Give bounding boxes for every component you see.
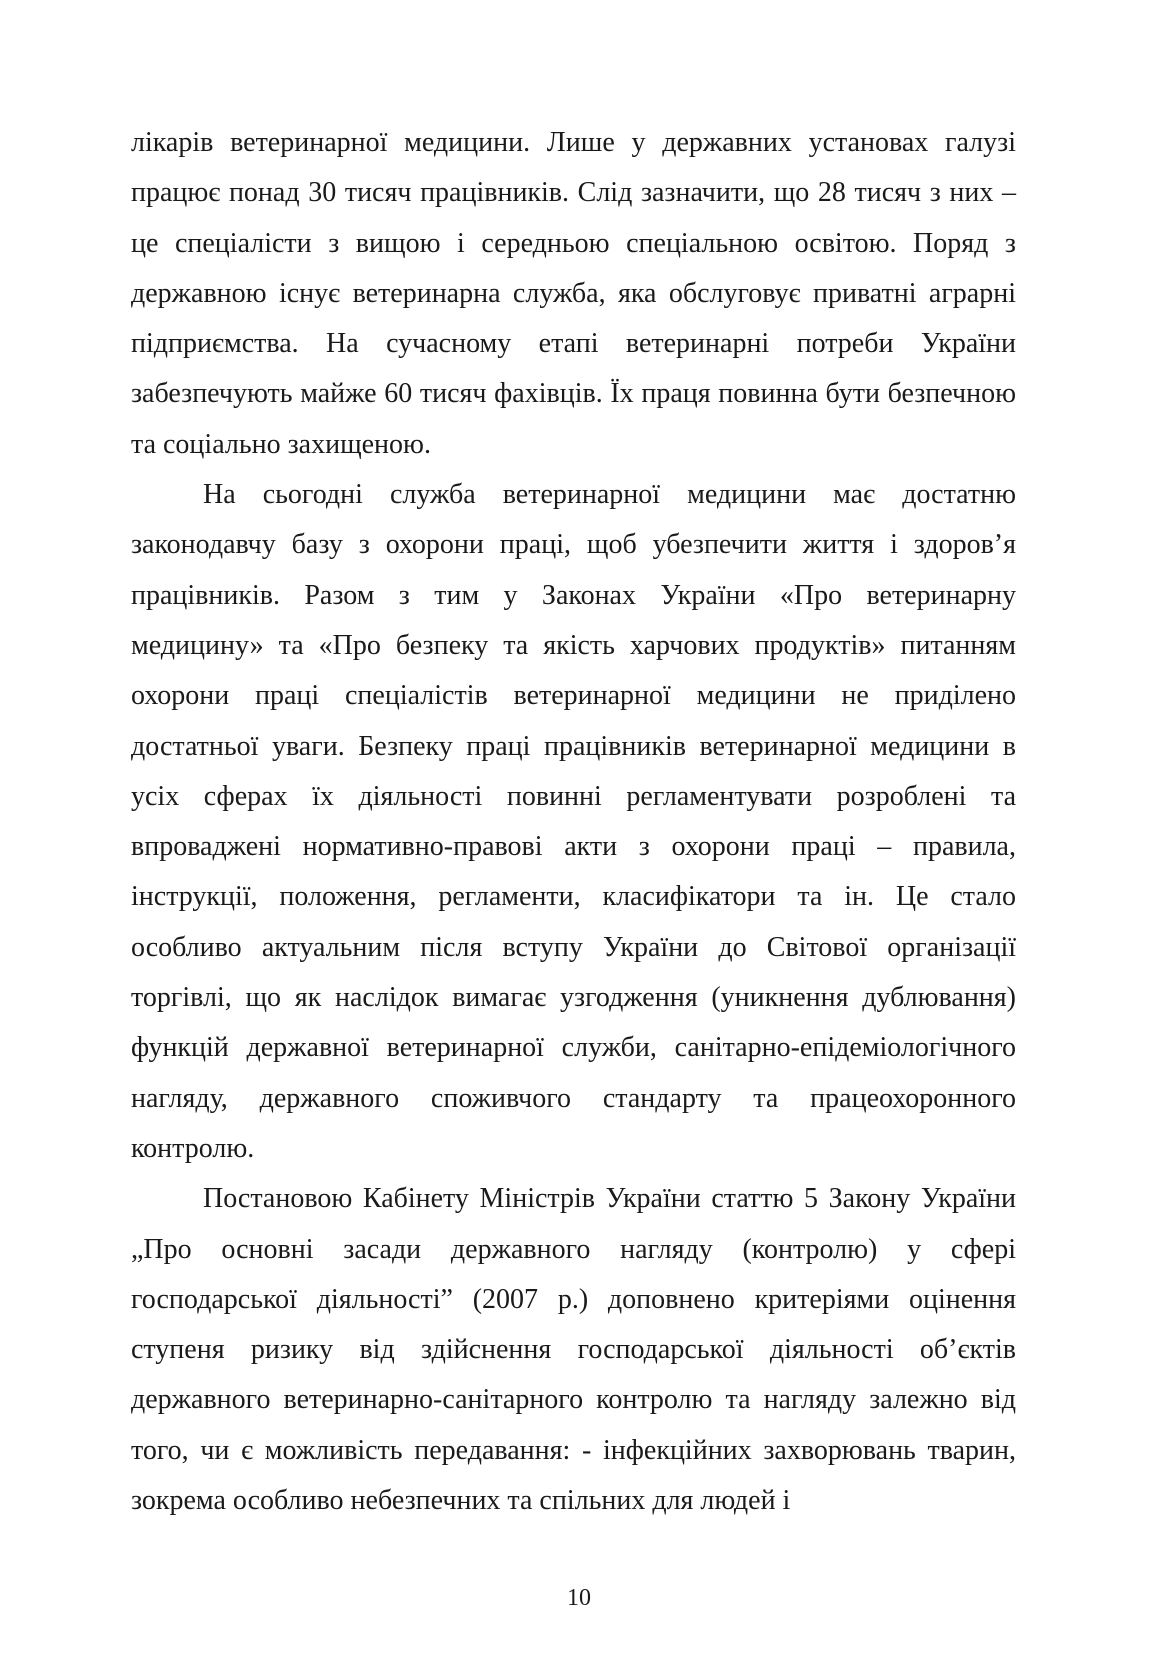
- paragraph-cabinet-resolution: Постановою Кабінету Міністрів України статтю 5 Закону України „Про основні засади державного нагляду (контролю) у сфері господарської діяльності” (2007 р.) доповнено критеріями оцінення ступеня ризику від здійснення господарської діяльності об’єктів державного ветеринарно-санітарного контролю та нагляду залежно від того, чи є можливість передавання: - інфекційних захворювань тварин, зокрема особливо небезпечних та спільних для людей і: [131, 1183, 1016, 1517]
- document-body: [131, 118, 1016, 1526]
- paragraph-continuation: лікарів ветеринарної медицини. Лише у державних установах галузі працює понад 30 тисяч працівників. Слід зазначити, що 28 тисяч з них – це спеціалісти з вищою і середньою спеціальною освітою. Поряд з державною існує ветеринарна служба, яка обслуговує приватні аграрні підприємства. На сучасному етапі ветеринарні потреби України забезпечують майже 60 тисяч фахівців. Їх праця повинна бути безпечною та соціально захищеною.: [131, 127, 1016, 460]
- page-number: 10: [567, 1585, 591, 1611]
- paragraph-legislative-base: На сьогодні служба ветеринарної медицини має достатню законодавчу базу з охорони праці, щоб убезпечити життя і здоров’я працівників. Разом з тим у Законах України «Про ветеринарну медицину» та «Про безпеку та якість харчових продуктів» питанням охорони праці спеціалістів ветеринарної медицини не приділено достатньої уваги. Безпеку праці працівників ветеринарної медицини в усіх сферах їх діяльності повинні регламентувати розроблені та впроваджені нормативно-правові акти з охорони праці – правила, інструкції, положення, регламенти, класифікатори та ін. Це стало особливо актуальним після вступу України до Світової організації торгівлі, що як наслідок вимагає узгодження (уникнення дублювання) функцій державної ветеринарної служби, санітарно-епідеміологічного нагляду, державного споживчого стандарту та працеохоронного контролю.: [131, 479, 1016, 1164]
